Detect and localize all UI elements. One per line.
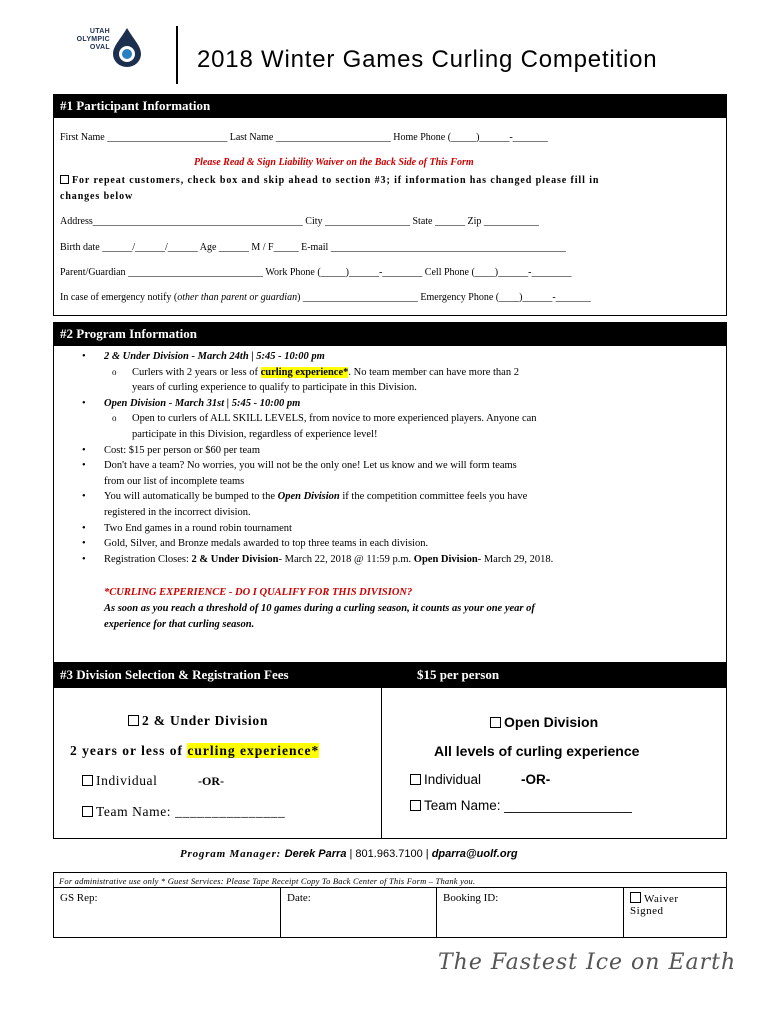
emergency-row[interactable]: In case of emergency notify (other than parent or guardian) _______________________ Emergency Phone (____)______-_______ bbox=[60, 292, 591, 303]
repeat-customer-checkbox[interactable] bbox=[60, 175, 69, 184]
program-manager-line: Program Manager: Derek Parra | 801.963.7100 | dparra@uolf.org bbox=[180, 848, 518, 860]
list-item: • Cost: $15 per person or $60 per team bbox=[82, 443, 722, 459]
open-individual-checkbox[interactable] bbox=[410, 774, 421, 785]
open-or-label: -OR- bbox=[521, 772, 551, 787]
under-division-checkbox[interactable] bbox=[128, 715, 139, 726]
list-item: o Open to curlers of ALL SKILL LEVELS, from novice to more experienced players. Anyone can participate in this Division, regardless of experience level! bbox=[82, 411, 722, 442]
under-division-subtitle: 2 years or less of curling experience* bbox=[70, 743, 320, 758]
registration-fee: $15 per person bbox=[417, 667, 500, 682]
repeat-customer-row-2: changes below bbox=[60, 191, 134, 202]
page-title: 2018 Winter Games Curling Competition bbox=[197, 46, 658, 73]
open-individual-option[interactable]: Individual bbox=[410, 772, 481, 787]
birth-row[interactable]: Birth date ______/______/______ Age ______ M / F_____ E-mail _______________________________________________ bbox=[60, 242, 566, 253]
tagline: The Fastest Ice on Earth bbox=[438, 950, 737, 975]
repeat-customer-row[interactable]: For repeat customers, check box and skip ahead to section #3; if information has changed please fill in bbox=[60, 175, 599, 186]
manager-email-link[interactable]: dparra@uolf.org bbox=[431, 848, 518, 860]
open-team-checkbox[interactable] bbox=[410, 800, 421, 811]
logo-text-oval: OVAL bbox=[89, 44, 110, 51]
list-item: • You will automatically be bumped to the Open Division if the competition committee feels you have registered in the incorrect division. bbox=[82, 489, 722, 520]
under-division-option[interactable]: 2 & Under Division bbox=[128, 713, 268, 729]
booking-id-field[interactable]: Booking ID: bbox=[437, 888, 624, 938]
utah-olympic-oval-logo bbox=[50, 22, 160, 74]
list-item: • Registration Closes: 2 & Under Division- March 22, 2018 @ 11:59 p.m. Open Division- March 29, 2018. bbox=[82, 552, 722, 568]
waiver-signed-field[interactable]: Waiver Signed bbox=[630, 893, 679, 917]
section1-title: #1 Participant Information bbox=[60, 98, 211, 113]
section3-header bbox=[53, 662, 727, 687]
section2-title: #2 Program Information bbox=[60, 326, 197, 341]
list-item: • Open Division - March 31st | 5:45 - 10:00 pm bbox=[82, 396, 722, 412]
open-team-option[interactable]: Team Name: _________________ bbox=[410, 798, 632, 813]
open-division-option[interactable]: Open Division bbox=[490, 714, 598, 730]
section2-header bbox=[53, 322, 727, 345]
list-item: o Curlers with 2 years or less of curling experience*. No team member can have more than 2 years of curling experience to qualify to participate in this Division. bbox=[82, 365, 722, 396]
logo-text-utah: UTAH bbox=[89, 28, 110, 35]
admin-use-box bbox=[53, 872, 727, 938]
under-individual-option[interactable]: Individual bbox=[82, 773, 158, 789]
section1-header bbox=[53, 94, 727, 117]
open-division-checkbox[interactable] bbox=[490, 717, 501, 728]
list-item: • Gold, Silver, and Bronze medals awarded to top three teams in each division. bbox=[82, 536, 722, 552]
program-info-list bbox=[82, 349, 722, 567]
waiver-notice: Please Read & Sign Liability Waiver on the Back Side of This Form bbox=[194, 157, 474, 168]
logo-text-olympic: OLYMPIC bbox=[76, 36, 110, 43]
header-divider bbox=[176, 26, 178, 84]
gs-rep-field[interactable]: GS Rep: bbox=[54, 888, 281, 938]
under-or-label: -OR- bbox=[198, 774, 224, 788]
name-phone-row[interactable]: First Name ________________________ Last Name _______________________ Home Phone (_____)______-_______ bbox=[60, 132, 548, 143]
division-divider bbox=[381, 687, 382, 839]
curling-experience-note: *CURLING EXPERIENCE - DO I QUALIFY FOR THIS DIVISION? As soon as you reach a threshold of 10 games during a curling season, it counts as your one year of experience for that curling season. bbox=[104, 587, 535, 630]
list-item: • Two End games in a round robin tournament bbox=[82, 521, 722, 537]
admin-header: For administrative use only * Guest Services: Please Tape Receipt Copy To Back Center of This Form – Thank you. bbox=[59, 876, 476, 886]
under-individual-checkbox[interactable] bbox=[82, 775, 93, 786]
section3-title: #3 Division Selection & Registration Fees bbox=[60, 667, 289, 682]
under-team-option[interactable]: Team Name: _______________ bbox=[82, 804, 285, 820]
water-drop-icon bbox=[110, 26, 144, 68]
address-row[interactable]: Address__________________________________________ City _________________ State ______ Zip ___________ bbox=[60, 216, 539, 227]
open-division-subtitle: All levels of curling experience bbox=[434, 743, 640, 759]
list-item: • 2 & Under Division - March 24th | 5:45 - 10:00 pm bbox=[82, 349, 722, 365]
waiver-signed-checkbox[interactable] bbox=[630, 892, 641, 903]
date-field[interactable]: Date: bbox=[281, 888, 437, 938]
list-item: • Don't have a team? No worries, you will not be the only one! Let us know and we will form teams from our list of incomplete teams bbox=[82, 458, 722, 489]
under-team-checkbox[interactable] bbox=[82, 806, 93, 817]
parent-row[interactable]: Parent/Guardian ___________________________ Work Phone (_____)______-________ Cell Phone (____)______-________ bbox=[60, 267, 572, 278]
